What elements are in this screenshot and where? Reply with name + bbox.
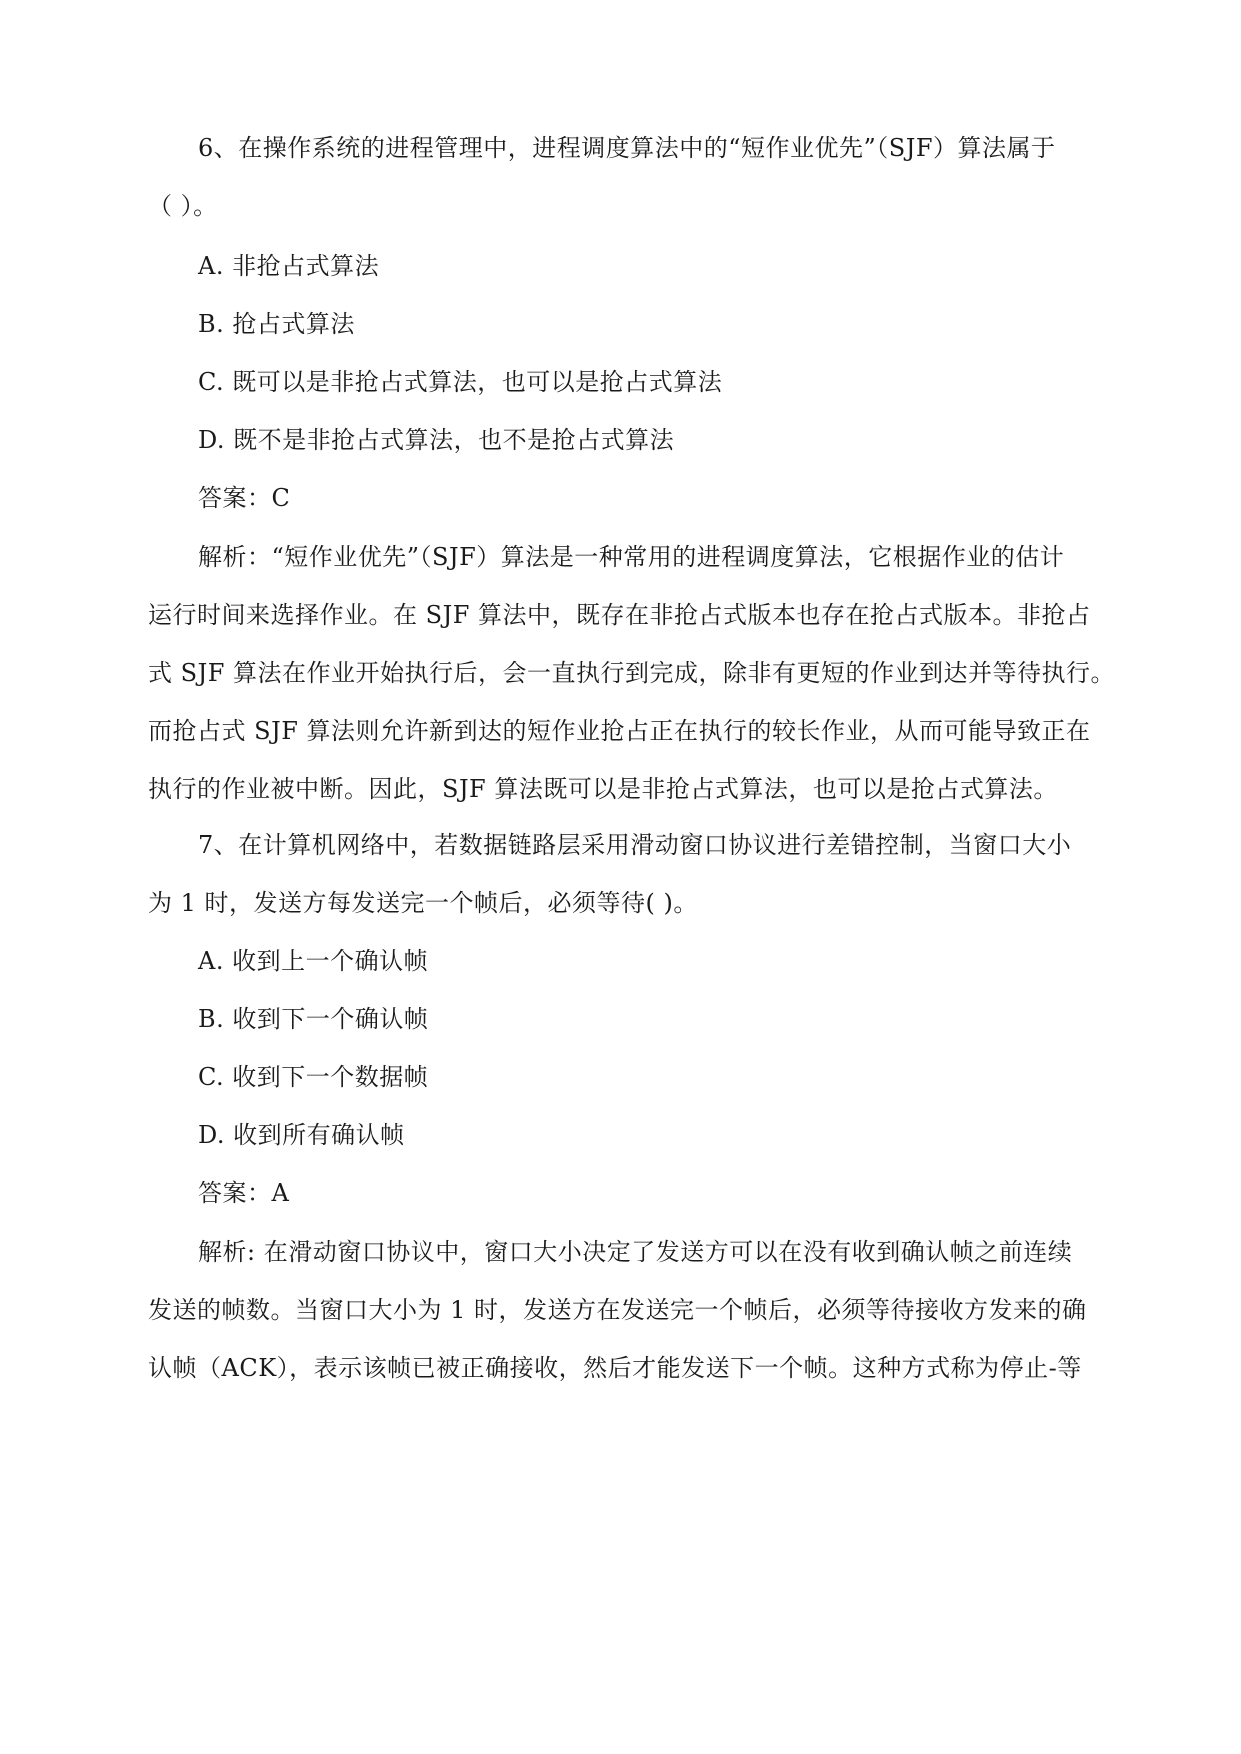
q6-analysis-line5: 执行的作业被中断。因此，SJF 算法既可以是非抢占式算法，也可以是抢占式算法。 bbox=[148, 775, 1058, 803]
q7-option-d: D. 收到所有确认帧 bbox=[198, 1121, 405, 1149]
q6-option-c: C. 既可以是非抢占式算法，也可以是抢占式算法 bbox=[198, 368, 723, 396]
q6-option-a: A. 非抢占式算法 bbox=[198, 252, 380, 280]
q7-analysis-line3: 认帧（ACK），表示该帧已被正确接收，然后才能发送下一个帧。这种方式称为停止-等 bbox=[148, 1354, 1082, 1382]
q6-analysis-line3: 式 SJF 算法在作业开始执行后，会一直执行到完成，除非有更短的作业到达并等待执行。 bbox=[148, 659, 1115, 687]
q7-analysis-line1: 解析: 在滑动窗口协议中，窗口大小决定了发送方可以在没有收到确认帧之前连续 bbox=[198, 1238, 1073, 1266]
q7-stem-line2: 为 1 时，发送方每发送完一个帧后，必须等待( )。 bbox=[148, 889, 698, 917]
q6-option-d: D. 既不是非抢占式算法，也不是抢占式算法 bbox=[198, 426, 675, 454]
q6-analysis-line2: 运行时间来选择作业。在 SJF 算法中，既存在非抢占式版本也存在抢占式版本。非抢占 bbox=[148, 601, 1091, 629]
q7-answer: 答案：A bbox=[198, 1179, 290, 1207]
q7-option-b: B. 收到下一个确认帧 bbox=[198, 1005, 429, 1033]
q6-stem-line2: （ ）。 bbox=[148, 192, 218, 220]
q7-option-c: C. 收到下一个数据帧 bbox=[198, 1063, 429, 1091]
q6-analysis-line1: 解析：“短作业优先”（SJF）算法是一种常用的进程调度算法，它根据作业的估计 bbox=[198, 543, 1065, 571]
q6-option-b: B. 抢占式算法 bbox=[198, 310, 355, 338]
q6-answer: 答案：C bbox=[198, 484, 291, 512]
q7-option-a: A. 收到上一个确认帧 bbox=[198, 947, 429, 975]
q7-stem-line1: 7、在计算机网络中，若数据链路层采用滑动窗口协议进行差错控制，当窗口大小 bbox=[198, 831, 1072, 859]
q6-stem-line1: 6、在操作系统的进程管理中，进程调度算法中的“短作业优先”（SJF）算法属于 bbox=[198, 134, 1056, 162]
q6-analysis-line4: 而抢占式 SJF 算法则允许新到达的短作业抢占正在执行的较长作业，从而可能导致正在 bbox=[148, 717, 1091, 745]
q7-analysis-line2: 发送的帧数。当窗口大小为 1 时，发送方在发送完一个帧后，必须等待接收方发来的确 bbox=[148, 1296, 1087, 1324]
